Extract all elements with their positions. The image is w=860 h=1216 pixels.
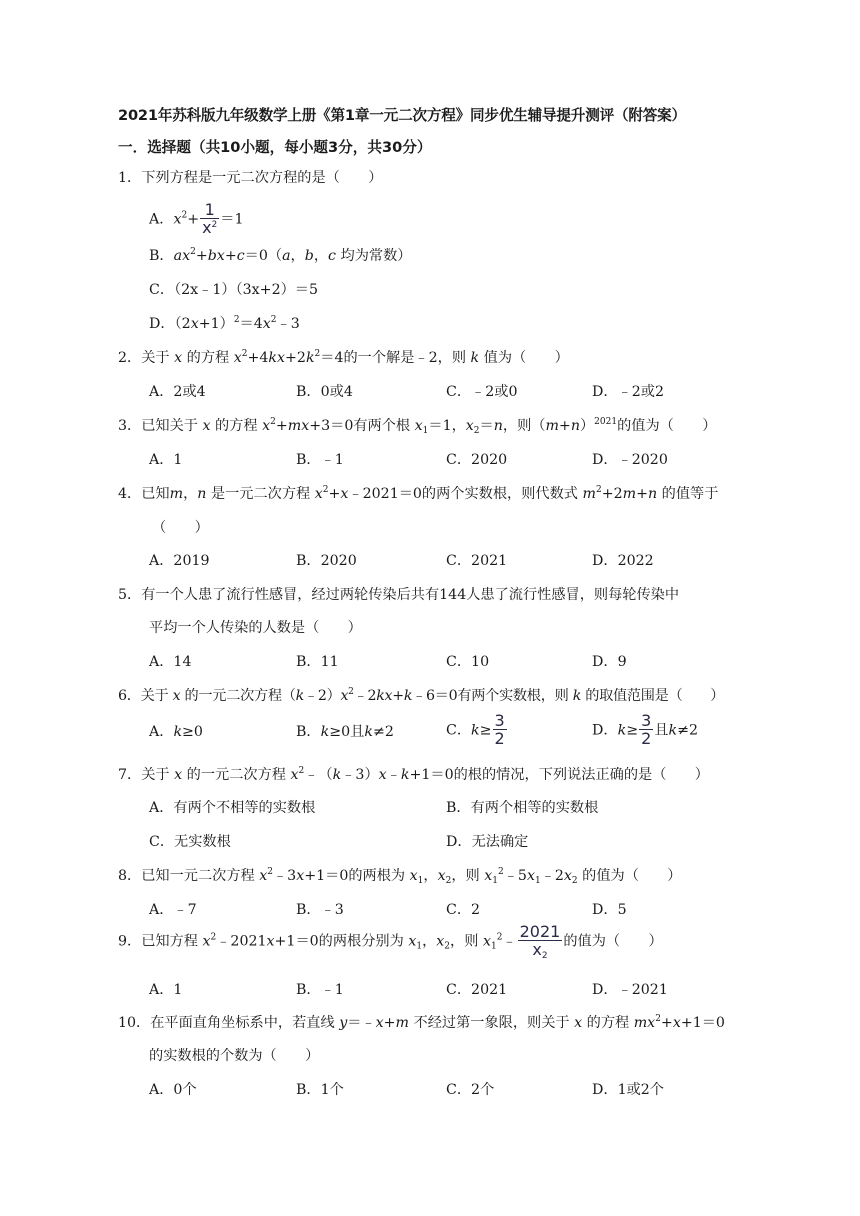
question-3-stem: 3．已知关于 x 的方程 $x^2+mx+3=0$有两个根 $x_1=1$，$x_2=n$，则$(m+n)^{2021}$的值为（ ） <box>118 417 717 436</box>
question-1-option-c: C．（2x﹣1）（3x+2）＝5 <box>149 282 318 298</box>
question-8-option-b: B．﹣3 <box>296 902 344 918</box>
question-4-stem: 4．已知m，n 是一元二次方程 $x^2+x﹣2021=0$的两个实数根，则代数式 $m^2+2m+n$ 的值等于 <box>118 485 719 502</box>
question-5-stem-continued: 平均一个人传染的人数是（ ） <box>149 620 362 636</box>
question-6-option-d: D．k≥ $\frac{3}{2}$ 且k≠2 <box>592 711 698 748</box>
question-4-option-b: B．2020 <box>296 553 357 569</box>
question-7-option-d: D．无法确定 <box>446 834 529 850</box>
question-2-option-b: B．0或4 <box>296 384 353 400</box>
question-6-stem: 6．关于 x 的一元二次方程$(k﹣2)x^2﹣2kx+k﹣6=0$有两个实数根，则 k 的取值范围是（ ） <box>118 687 725 704</box>
question-2-option-c: C．﹣2或0 <box>446 384 518 400</box>
fraction: $\frac{1}{x^2}$ <box>202 200 218 237</box>
question-6-option-c: C．k≥ $\frac{3}{2}$ <box>446 711 505 748</box>
question-5-stem: 5．有一个人患了流行性感冒，经过两轮传染后共有144人患了流行性感冒，则每轮传染中 <box>118 587 680 603</box>
question-1-option-b: B．$ax^2+bx+c=0(a$，b，c 均为常数） <box>149 247 412 264</box>
question-2-option-a: A．2或4 <box>149 384 206 400</box>
question-9-option-c: C．2021 <box>446 982 508 998</box>
question-9-option-a: A．1 <box>149 982 183 998</box>
question-7-option-c: C．无实数根 <box>149 834 231 850</box>
question-10-stem: 10．在平面直角坐标系中，若直线 y＝﹣x+m 不经过第一象限，则关于 x 的方程 $mx^2+x+1=0$ <box>118 1014 725 1031</box>
question-10-option-b: B．1个 <box>296 1082 344 1098</box>
question-8-option-d: D．5 <box>592 902 627 918</box>
question-5-option-c: C．10 <box>446 654 490 670</box>
question-10-option-c: C．2个 <box>446 1082 495 1098</box>
question-6-option-b: B．k≥0且k≠2 <box>296 724 394 740</box>
question-4-option-a: A．2019 <box>149 553 210 569</box>
fraction: $\frac{3}{2}$ <box>494 711 505 748</box>
question-3-option-d: D．﹣2020 <box>592 452 668 468</box>
question-7-stem: 7．关于 x 的一元二次方程 $x^2﹣(k﹣3)x﹣k+1=0$的根的情况，下列说法正确的是（ ） <box>118 766 709 783</box>
question-3-option-b: B．﹣1 <box>296 452 344 468</box>
section-heading: 一．选择题（共10小题，每小题3分，共30分） <box>118 139 432 156</box>
question-9-option-b: B．﹣1 <box>296 982 344 998</box>
question-7-option-b: B．有两个相等的实数根 <box>446 800 599 816</box>
question-5-option-a: A．14 <box>149 654 192 670</box>
question-2-option-d: D．﹣2或2 <box>592 384 664 400</box>
question-1-option-d: D．$(2x+1)^2=4x^2﹣3$ <box>149 315 300 332</box>
question-10-stem-continued: 的实数根的个数为（ ） <box>149 1048 320 1064</box>
question-3-option-a: A．1 <box>149 452 183 468</box>
question-8-option-c: C．2 <box>446 902 481 918</box>
question-8-stem: 8．已知一元二次方程 $x^2﹣3x+1=0$的两根为 $x_1$，$x_2$，则 $x_1^2﹣5x_1﹣2x_2$ 的值为（ ） <box>118 867 682 886</box>
question-2-stem: 2．关于 x 的方程 $x^2+4kx+2k^2=4$的一个解是﹣2，则 k 值为（ ） <box>118 349 569 366</box>
question-8-option-a: A．﹣7 <box>149 902 197 918</box>
question-6-option-a: A．k≥0 <box>149 724 203 740</box>
question-1-option-a: A．$x^2+$ $\frac{1}{x^2}$ ＝1 <box>149 200 244 237</box>
fraction: $\frac{3}{2}$ <box>641 711 652 748</box>
question-10-option-d: D．1或2个 <box>592 1082 664 1098</box>
question-9-stem: 9．已知方程 $x^2﹣2021x+1=0$的两根分别为 $x_1$，$x_2$，则 $x_1^2﹣$ $\frac{2021}{x_2}$ 的值为（ ） <box>118 922 663 961</box>
question-5-option-d: D．9 <box>592 654 627 670</box>
question-9-option-d: D．﹣2021 <box>592 982 668 998</box>
question-10-option-a: A．0个 <box>149 1082 197 1098</box>
question-4-stem-continued: （ ） <box>152 520 209 536</box>
question-3-option-c: C．2020 <box>446 452 508 468</box>
question-5-option-b: B．11 <box>296 654 339 670</box>
question-4-option-d: D．2022 <box>592 553 654 569</box>
question-1-stem: 1．下列方程是一元二次方程的是（ ） <box>118 170 383 186</box>
question-7-option-a: A．有两个不相等的实数根 <box>149 800 316 816</box>
question-4-option-c: C．2021 <box>446 553 508 569</box>
page-title: 2021年苏科版九年级数学上册《第1章一元二次方程》同步优生辅导提升测评（附答案） <box>118 107 686 124</box>
fraction: $\frac{2021}{x_2}$ <box>519 922 561 961</box>
